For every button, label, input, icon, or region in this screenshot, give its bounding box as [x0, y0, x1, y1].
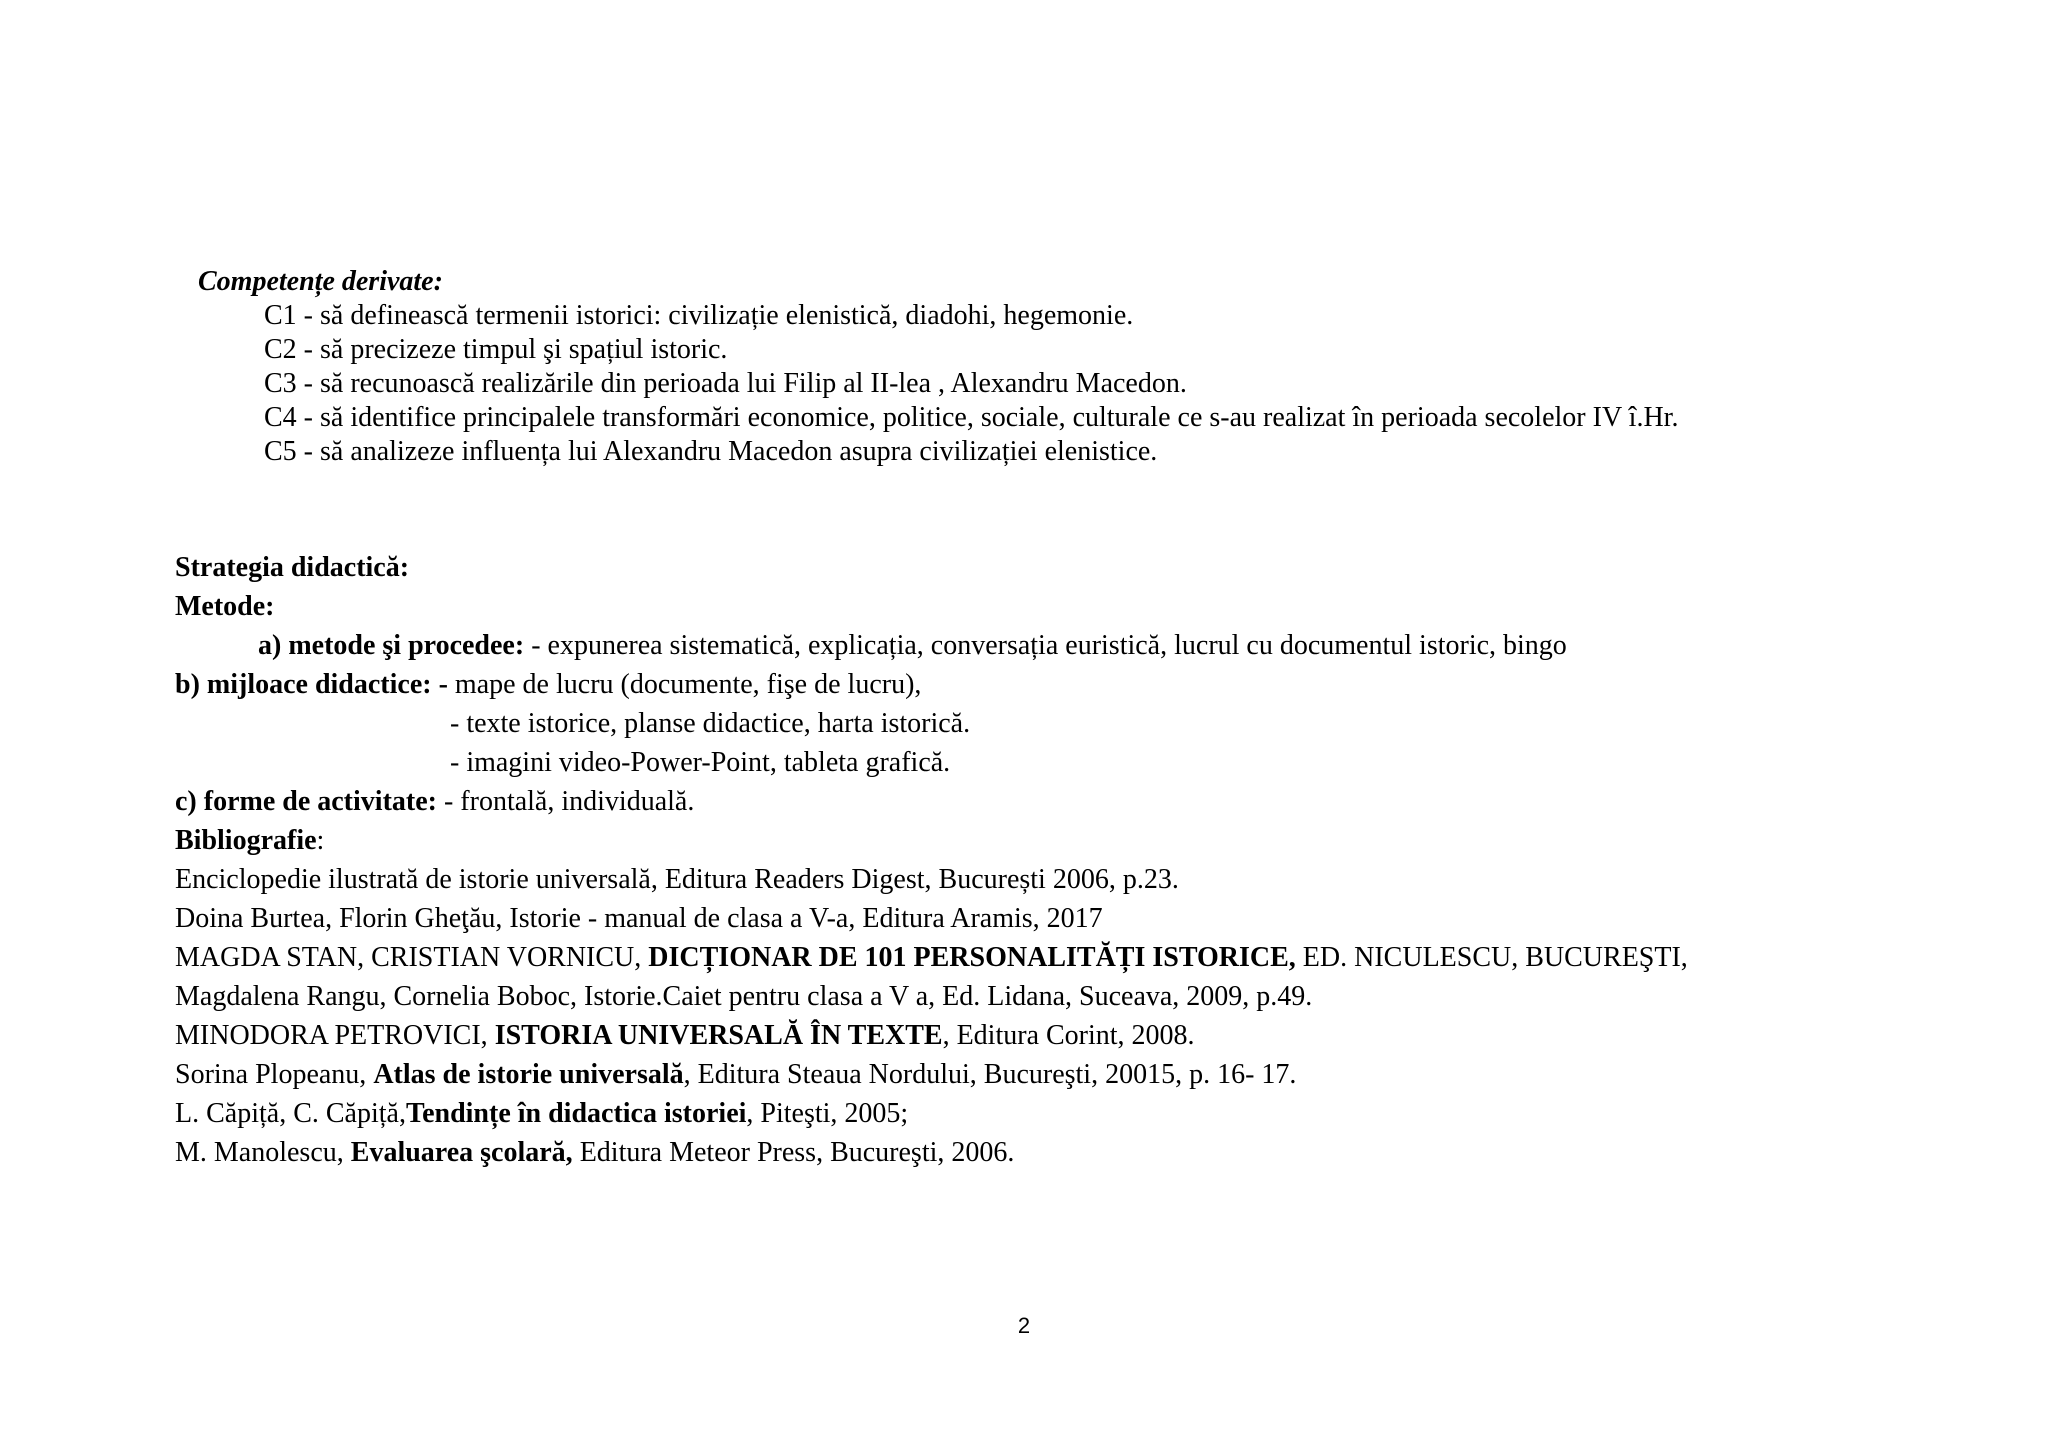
- competences-heading: Competențe derivate:: [198, 266, 443, 297]
- entry-6-publisher: , Editura Steaua Nordului, Bucureşti, 20015, p. 16- 17.: [683, 1059, 1297, 1090]
- bibliography-entry-7: [175, 1097, 908, 1131]
- strategy-heading: Strategia didactică:: [175, 552, 410, 583]
- bibliography-entry-4: Magdalena Rangu, Cornelia Boboc, Istorie.Caiet pentru clasa a V a, Ed. Lidana, Suceava, 2009, p.49.: [175, 981, 1313, 1012]
- competence-c1: C1 - să definească termenii istorici: civilizație elenistică, diadohi, hegemonie.: [264, 300, 1134, 331]
- methods-line: [258, 629, 1567, 663]
- methods-label: a) metode şi procedee:: [258, 630, 525, 661]
- bibliography-entry-2: Doina Burtea, Florin Gheţău, Istorie - manual de clasa a V-a, Editura Aramis, 2017: [175, 903, 1103, 934]
- entry-8-author: M. Manolescu,: [175, 1137, 351, 1168]
- forms-label: c) forme de activitate:: [175, 786, 437, 817]
- entry-6-title: Atlas de istorie universală: [373, 1059, 684, 1090]
- means-line-3: - imagini video-Power-Point, tableta grafică.: [450, 747, 951, 778]
- competence-c5: C5 - să analizeze influența lui Alexandru Macedon asupra civilizației elenistice.: [264, 436, 1158, 467]
- entry-8-publisher: Editura Meteor Press, Bucureşti, 2006.: [572, 1137, 1015, 1168]
- entry-8-title: Evaluarea şcolară,: [350, 1137, 573, 1168]
- entry-3-publisher: ED. NICULESCU, BUCUREŞTI,: [1295, 942, 1688, 973]
- competence-c3: C3 - să recunoască realizările din perioada lui Filip al II-lea , Alexandru Macedon.: [264, 368, 1187, 399]
- entry-7-title: Tendințe în didactica istoriei: [405, 1098, 747, 1129]
- entry-3-title: DICȚIONAR DE 101 PERSONALITĂȚI ISTORICE,: [648, 942, 1296, 973]
- entry-7-author: L. Căpiță, C. Căpiță,: [175, 1098, 406, 1129]
- means-line: [175, 668, 921, 702]
- bibliography-entry-5: [175, 1019, 1195, 1053]
- bibliography-entry-6: [175, 1058, 1296, 1092]
- entry-5-author: MINODORA PETROVICI,: [175, 1020, 495, 1051]
- means-label: b) mijloace didactice: -: [175, 669, 448, 700]
- bibliography-entry-3: [175, 941, 1688, 975]
- bibliography-colon: :: [316, 825, 325, 856]
- methods-text: - expunerea sistematică, explicația, conversația euristică, lucrul cu documentul istoric, bingo: [524, 630, 1567, 661]
- entry-5-publisher: , Editura Corint, 2008.: [942, 1020, 1195, 1051]
- forms-text: - frontală, individuală.: [436, 786, 695, 817]
- means-line-2: - texte istorice, planse didactice, harta istorică.: [450, 708, 971, 739]
- bibliography-entry-8: [175, 1136, 1014, 1170]
- forms-line: [175, 785, 694, 819]
- entry-7-publisher: , Piteşti, 2005;: [746, 1098, 909, 1129]
- competence-c4: C4 - să identifice principalele transformări economice, politice, sociale, culturale ce s-au realizat în perioada secolelor IV î.Hr.: [264, 402, 1679, 433]
- bibliography-entry-1: Enciclopedie ilustrată de istorie universală, Editura Readers Digest, București 2006, p.23.: [175, 864, 1179, 895]
- page-number: 2: [1017, 1313, 1031, 1338]
- entry-3-author: MAGDA STAN, CRISTIAN VORNICU,: [175, 942, 649, 973]
- competence-c2: C2 - să precizeze timpul şi spațiul istoric.: [264, 334, 728, 365]
- bibliography-heading: Bibliografie: [175, 825, 317, 856]
- bibliography-heading-line: [175, 824, 324, 858]
- entry-5-title: ISTORIA UNIVERSALĂ ÎN TEXTE: [494, 1020, 943, 1051]
- entry-6-author: Sorina Plopeanu,: [175, 1059, 374, 1090]
- methods-heading: Metode:: [175, 591, 275, 622]
- means-text: mape de lucru (documente, fişe de lucru),: [447, 669, 922, 700]
